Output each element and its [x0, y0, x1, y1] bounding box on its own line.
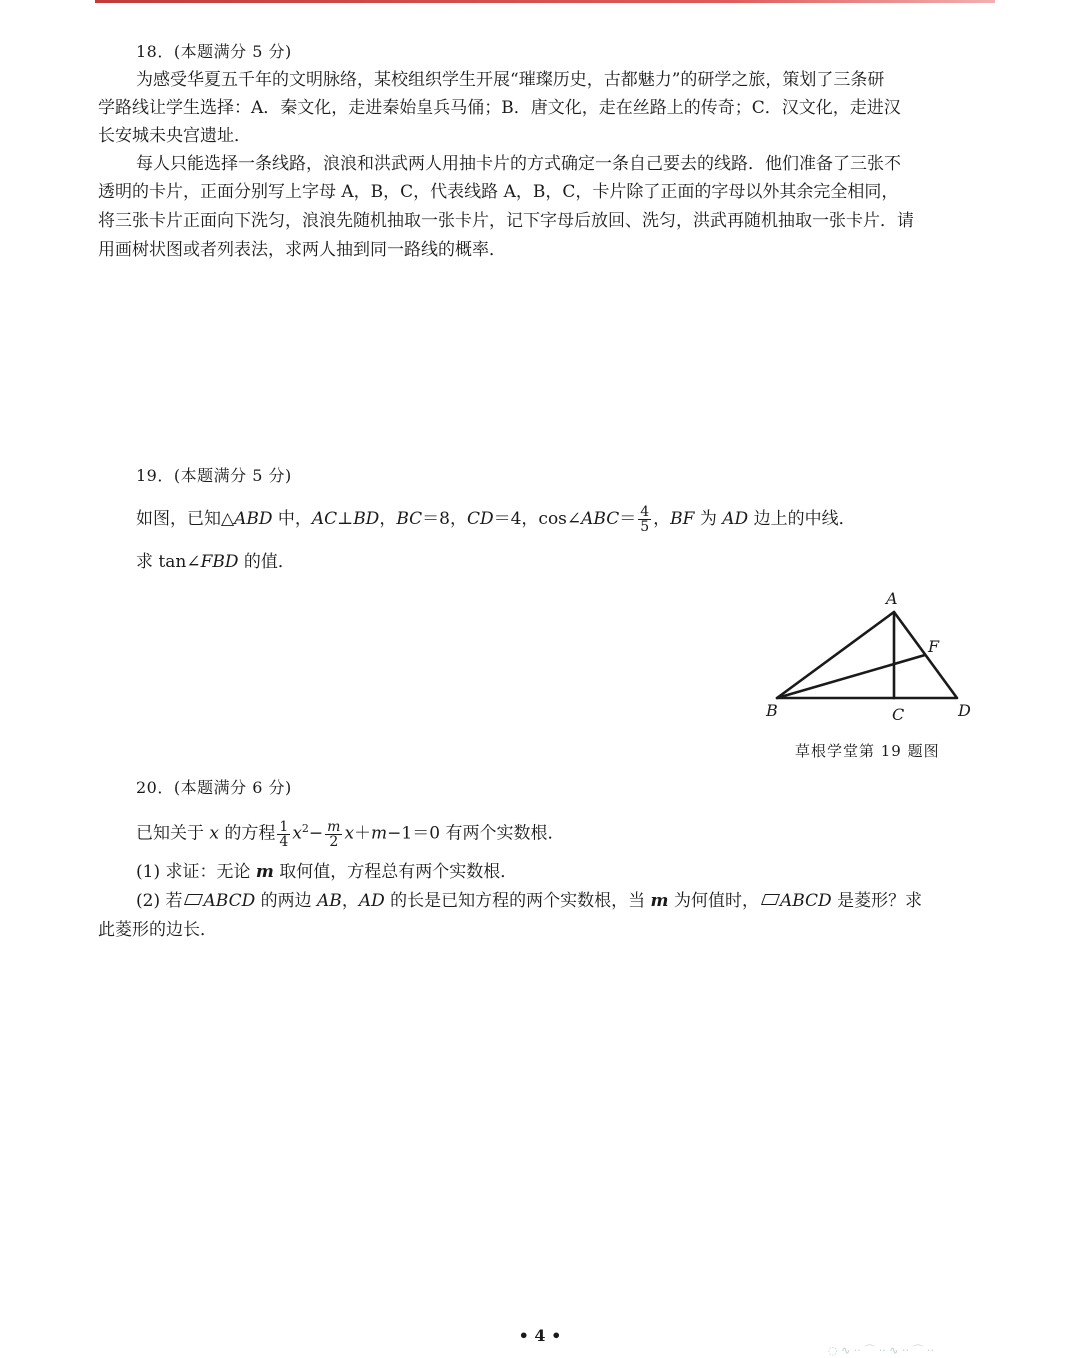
q18-text: 为感受华夏五千年的文明脉络，某校组织学生开展“璀璨历史，古都魅力”的研学之旅，策划了三条研 — [136, 70, 885, 90]
q20-part2-cont: 此菱形的边长． — [98, 920, 217, 940]
page-number: • 4 • — [518, 1326, 562, 1345]
median-bf — [777, 655, 925, 698]
q18-text: 长安城未央宫遗址． — [98, 126, 251, 146]
label-d: D — [958, 701, 971, 720]
q18-text: 每人只能选择一条线路，浪浪和洪武两人用抽卡片的方式确定一条自己要去的线路．他们准备了三张不 — [136, 154, 901, 174]
label-a: A — [886, 589, 898, 608]
fraction: $\frac{4}{5}$ — [640, 504, 650, 535]
parallelogram-icon — [761, 894, 780, 905]
q19-ask: 求 tan∠FBD 的值． — [136, 552, 295, 572]
label-c: C — [892, 705, 905, 724]
parallelogram-icon — [184, 894, 203, 905]
q18-text: 学路线让学生选择：A．秦文化，走进秦始皇兵马俑；B．唐文化，走在丝路上的传奇；C．汉文化，走进汉 — [98, 98, 901, 118]
figure-caption: 草根学堂第 19 题图 — [795, 742, 940, 760]
q18-header: 18．(本题满分 5 分) — [136, 42, 292, 61]
fraction: $\frac{m}{2}$ — [327, 818, 341, 850]
fraction: $\frac{1}{4}$ — [279, 818, 289, 850]
q18-text: 透明的卡片，正面分别写上字母 A，B，C，代表线路 A，B，C，卡片除了正面的字母以外其余完全相同， — [98, 182, 899, 202]
q19-statement: 如图，已知△ABD 中，AC⊥BD，BC＝8，CD＝4，cos∠ABC＝ $\frac{4}{5}$ ，BF 为 AD 边上的中线． — [136, 504, 856, 535]
top-border — [95, 0, 995, 3]
triangle-figure — [755, 585, 995, 725]
label-f: F — [928, 637, 940, 656]
q20-equation: 已知关于 x 的方程 $\frac{1}{4}$ $x^2-$ $\frac{m}{2}$ x＋m−1＝0 有两个实数根． — [136, 818, 565, 850]
watermark-icon: ◌ ∿ ·· ⌒ ·· ∿ ·· ⌒ ·· — [828, 1344, 934, 1357]
q20-part1: (1) 求证：无论 m 取何值，方程总有两个实数根． — [136, 862, 518, 882]
q20-header: 20．(本题满分 6 分) — [136, 778, 292, 797]
q19-header: 19．(本题满分 5 分) — [136, 466, 292, 485]
label-b: B — [766, 701, 778, 720]
q18-text: 将三张卡片正面向下洗匀，浪浪先随机抽取一张卡片，记下字母后放回、洗匀，洪武再随机抽取一张卡片．请 — [98, 211, 914, 231]
q18-text: 用画树状图或者列表法，求两人抽到同一路线的概率． — [98, 240, 506, 260]
q20-part2: (2) 若 ABCD 的两边 AB，AD 的长是已知方程的两个实数根，当 m 为何值时， ABCD 是菱形？求 — [136, 891, 923, 911]
